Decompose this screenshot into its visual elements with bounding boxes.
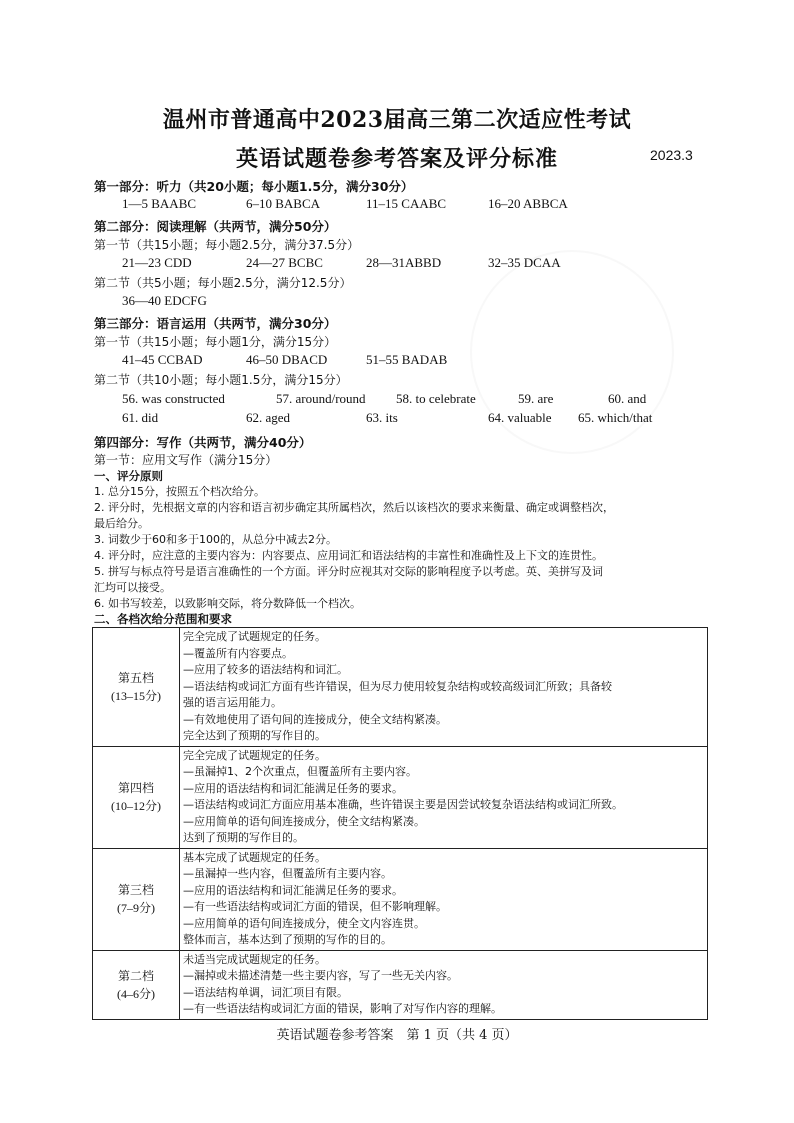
part3-answer: 63. its	[366, 410, 398, 425]
level-line: 强的语言运用能力。	[183, 696, 282, 709]
part1-answer: 11–15 CAABC	[366, 196, 447, 211]
level-line: —有一些语法结构或词汇方面的错误，影响了对写作内容的理解。	[183, 1002, 502, 1015]
level-line: 完全完成了试题规定的任务。	[183, 748, 326, 762]
level-line: 完全达到了预期的写作目的。	[183, 729, 326, 742]
principle-line: 4. 评分时，应注意的主要内容为：内容要点、应用词汇和语法结构的丰富性和准确性及上下文的连贯性。	[94, 549, 603, 562]
level-line: 未适当完成试题规定的任务。	[183, 952, 326, 966]
level-cell	[93, 746, 180, 848]
part2-answer: 21—23 CDD	[122, 255, 192, 270]
principle-line: 2. 评分时，先根据文章的内容和语言初步确定其所属档次，然后以该档次的要求来衡量、确定或调整档次，	[94, 501, 614, 514]
level-description	[180, 628, 708, 747]
level-line: —覆盖所有内容要点。	[183, 646, 293, 660]
principle-line: 3. 词数少于60和多于100的，从总分中减去2分。	[94, 533, 337, 546]
level-cell	[93, 950, 180, 1019]
part3-answer: 51–55 BADAB	[366, 352, 448, 367]
level-name: 第二档	[117, 968, 154, 983]
level-line: 整体而言，基本达到了预期的写作的目的。	[183, 933, 392, 946]
level-line: —语法结构单调，词汇项目有限。	[183, 985, 348, 999]
part3-answer: 57. around/round	[276, 391, 366, 406]
part3-answer: 62. aged	[246, 410, 291, 425]
principle-line: 最后给分。	[94, 517, 149, 530]
principle-line: 1. 总分15分，按照五个档次给分。	[94, 485, 265, 498]
part3-answer: 56. was constructed	[122, 391, 225, 406]
part1-answer: 16–20 ABBCA	[488, 196, 568, 211]
level-cell	[93, 628, 180, 747]
part3-sec2-heading: 第二节（共10小题；每小题1.5分，满分15分）	[94, 373, 348, 387]
part4-sec1-heading: 第一节：应用文写作（满分15分）	[94, 453, 278, 467]
level-name: 第三档	[117, 883, 154, 897]
level-line: —语法结构或词汇方面有些许错误，但为尽力使用较复杂结构或较高级词汇所致；具备较	[183, 679, 612, 693]
principle-line: 5. 拼写与标点符号是语言准确性的一个方面。评分时应视其对交际的影响程度予以考虑。英、美拼写及词	[94, 565, 603, 578]
part3-answer: 58. to celebrate	[396, 391, 476, 406]
part2-answer: 32–35 DCAA	[488, 255, 561, 270]
part3-answer: 65. which/that	[578, 410, 653, 425]
part2-answer: 24—27 BCBC	[246, 255, 323, 270]
part1-answer: 1—5 BAABC	[122, 196, 197, 211]
part2-heading: 第二部分：阅读理解（共两节，满分50分）	[94, 219, 337, 234]
level-line: 基本完成了试题规定的任务。	[183, 850, 326, 864]
level-line: —有效地使用了语句间的连接成分，使全文结构紧凑。	[183, 712, 447, 726]
page-footer: 英语试题卷参考答案 第 1 页（共 4 页）	[276, 1028, 518, 1043]
principle-line: 6. 如书写较差，以致影响交际，将分数降低一个档次。	[94, 597, 361, 610]
part2-answer: 36—40 EDCFG	[122, 293, 207, 308]
level-description	[180, 848, 708, 950]
level-line: —虽漏掉1、2个次重点，但覆盖所有主要内容。	[183, 765, 417, 778]
exam-date: 2023.3	[650, 147, 693, 163]
level-line: —语法结构或词汇方面应用基本准确，些许错误主要是因尝试较复杂语法结构或词汇所致。	[183, 798, 623, 811]
level-range: (4–6分)	[117, 986, 155, 1001]
part3-answer: 59. are	[518, 391, 554, 406]
level-line: —有一些语法结构或词汇方面的错误，但不影响理解。	[183, 900, 447, 913]
level-line: —应用的语法结构和词汇能满足任务的要求。	[183, 781, 403, 795]
part3-answer: 60. and	[608, 391, 647, 406]
part3-sec1-heading: 第一节（共15小题；每小题1分，满分15分）	[94, 335, 337, 349]
levels-heading: 二、各档次给分范围和要求	[94, 612, 232, 626]
table-row	[93, 628, 708, 747]
part3-answer: 46–50 DBACD	[246, 352, 328, 367]
table-row	[93, 746, 708, 848]
part3-answer: 61. did	[122, 410, 159, 425]
part2-sec2-heading: 第二节（共5小题；每小题2.5分，满分12.5分）	[94, 276, 352, 290]
table-row	[93, 848, 708, 950]
part3-answer: 64. valuable	[488, 410, 552, 425]
level-name: 第四档	[117, 781, 154, 795]
level-line: —应用简单的语句间连接成分，使全文内容连贯。	[183, 916, 425, 930]
level-line: —漏掉或未描述清楚一些主要内容，写了一些无关内容。	[183, 969, 458, 982]
level-range: (10–12分)	[111, 799, 161, 813]
level-line: —应用了较多的语法结构和词汇。	[183, 663, 348, 676]
level-description	[180, 950, 708, 1019]
part2-answer: 28—31ABBD	[366, 255, 442, 270]
level-line: 达到了预期的写作目的。	[183, 831, 304, 844]
principle-line: 汇均可以接受。	[94, 581, 171, 594]
part3-answer: 41–45 CCBAD	[122, 352, 203, 367]
level-line: —虽漏掉一些内容，但覆盖所有主要内容。	[183, 867, 392, 880]
level-name: 第五档	[117, 670, 154, 685]
part4-heading: 第四部分：写作（共两节，满分40分）	[94, 435, 312, 450]
level-description	[180, 746, 708, 848]
part3-heading: 第三部分：语言运用（共两节，满分30分）	[94, 316, 337, 331]
principles-heading: 一、评分原则	[94, 469, 163, 483]
level-line: 完全完成了试题规定的任务。	[183, 630, 326, 643]
level-range: (13–15分)	[111, 688, 161, 703]
exam-subtitle: 英语试题卷参考答案及评分标准	[235, 146, 558, 172]
grading-levels-table	[92, 627, 708, 1020]
level-cell	[93, 848, 180, 950]
part1-answer: 6–10 BABCA	[246, 196, 321, 211]
table-row	[93, 950, 708, 1019]
level-line: —应用的语法结构和词汇能满足任务的要求。	[183, 883, 403, 897]
exam-title: 温州市普通高中2023届高三第二次适应性考试	[162, 107, 632, 133]
part1-heading: 第一部分：听力（共20小题；每小题1.5分，满分30分）	[94, 179, 414, 194]
part2-sec1-heading: 第一节（共15小题；每小题2.5分，满分37.5分）	[94, 238, 360, 252]
level-range: (7–9分)	[117, 901, 155, 915]
level-line: —应用简单的语句间连接成分，使全文结构紧凑。	[183, 814, 425, 828]
